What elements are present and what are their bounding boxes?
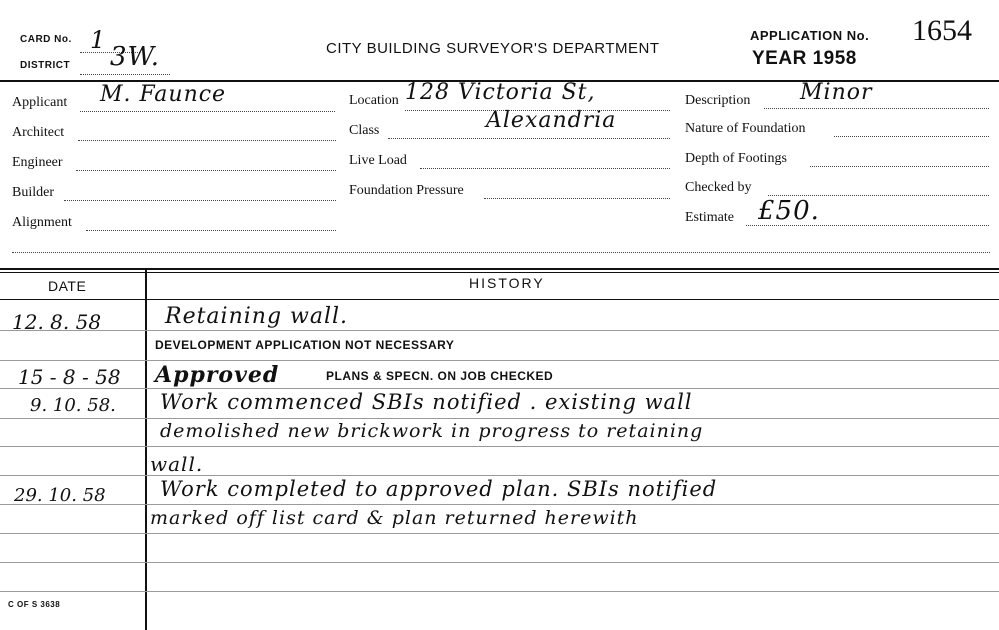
alignment-label: Alignment xyxy=(12,215,72,230)
history-stamp: PLANS & SPECN. ON JOB CHECKED xyxy=(326,369,554,383)
district-value: 3W. xyxy=(110,42,160,72)
department-title: CITY BUILDING SURVEYOR'S DEPARTMENT xyxy=(326,40,660,57)
applicant-value: M. Faunce xyxy=(100,82,227,107)
date-column-header: DATE xyxy=(48,278,87,294)
depth-of-footings-label: Depth of Footings xyxy=(685,151,787,166)
location-label: Location xyxy=(349,93,399,108)
description-value: Minor xyxy=(800,80,873,105)
history-date: 29. 10. 58 xyxy=(14,485,106,506)
history-entry-text: demolished new brickwork in progress to retaining xyxy=(160,420,704,442)
application-number: 1654 xyxy=(912,14,972,47)
form-code: C OF S 3638 xyxy=(8,600,61,609)
card-no-label: CARD No. xyxy=(20,34,72,45)
history-entry-text: Approved xyxy=(155,362,280,388)
application-year: YEAR 1958 xyxy=(752,48,857,69)
estimate-label: Estimate xyxy=(685,210,734,225)
history-entry-text: Work completed to approved plan. SBIs notified xyxy=(160,477,718,501)
history-stamp: DEVELOPMENT APPLICATION NOT NECESSARY xyxy=(155,338,455,352)
description-label: Description xyxy=(685,93,751,108)
history-entry-text: Retaining wall. xyxy=(165,304,349,329)
history-date: 15 - 8 - 58 xyxy=(18,365,121,389)
history-entry-text: marked off list card & plan returned herewith xyxy=(150,507,639,529)
architect-label: Architect xyxy=(12,125,65,140)
district-label: DISTRICT xyxy=(20,60,71,71)
checked-by-label: Checked by xyxy=(685,180,752,195)
application-label: APPLICATION No. xyxy=(750,28,870,43)
location-suburb: Alexandria xyxy=(486,108,617,133)
history-entry-text: wall. xyxy=(150,452,204,476)
estimate-value: £50. xyxy=(758,196,820,226)
nature-of-foundation-label: Nature of Foundation xyxy=(685,121,806,136)
history-entry-text: Work commenced SBIs notified . existing wall xyxy=(160,390,693,414)
history-date: 9. 10. 58. xyxy=(30,395,116,416)
history-column-header: HISTORY xyxy=(469,275,545,291)
location-value: 128 Victoria St, xyxy=(405,80,596,105)
foundation-pressure-label: Foundation Pressure xyxy=(349,183,464,198)
builder-label: Builder xyxy=(12,185,54,200)
class-label: Class xyxy=(349,123,380,138)
applicant-label: Applicant xyxy=(12,95,68,110)
history-date: 12. 8. 58 xyxy=(12,310,102,334)
engineer-label: Engineer xyxy=(12,155,63,170)
live-load-label: Live Load xyxy=(349,153,407,168)
card-no-value: 1 xyxy=(90,26,107,54)
